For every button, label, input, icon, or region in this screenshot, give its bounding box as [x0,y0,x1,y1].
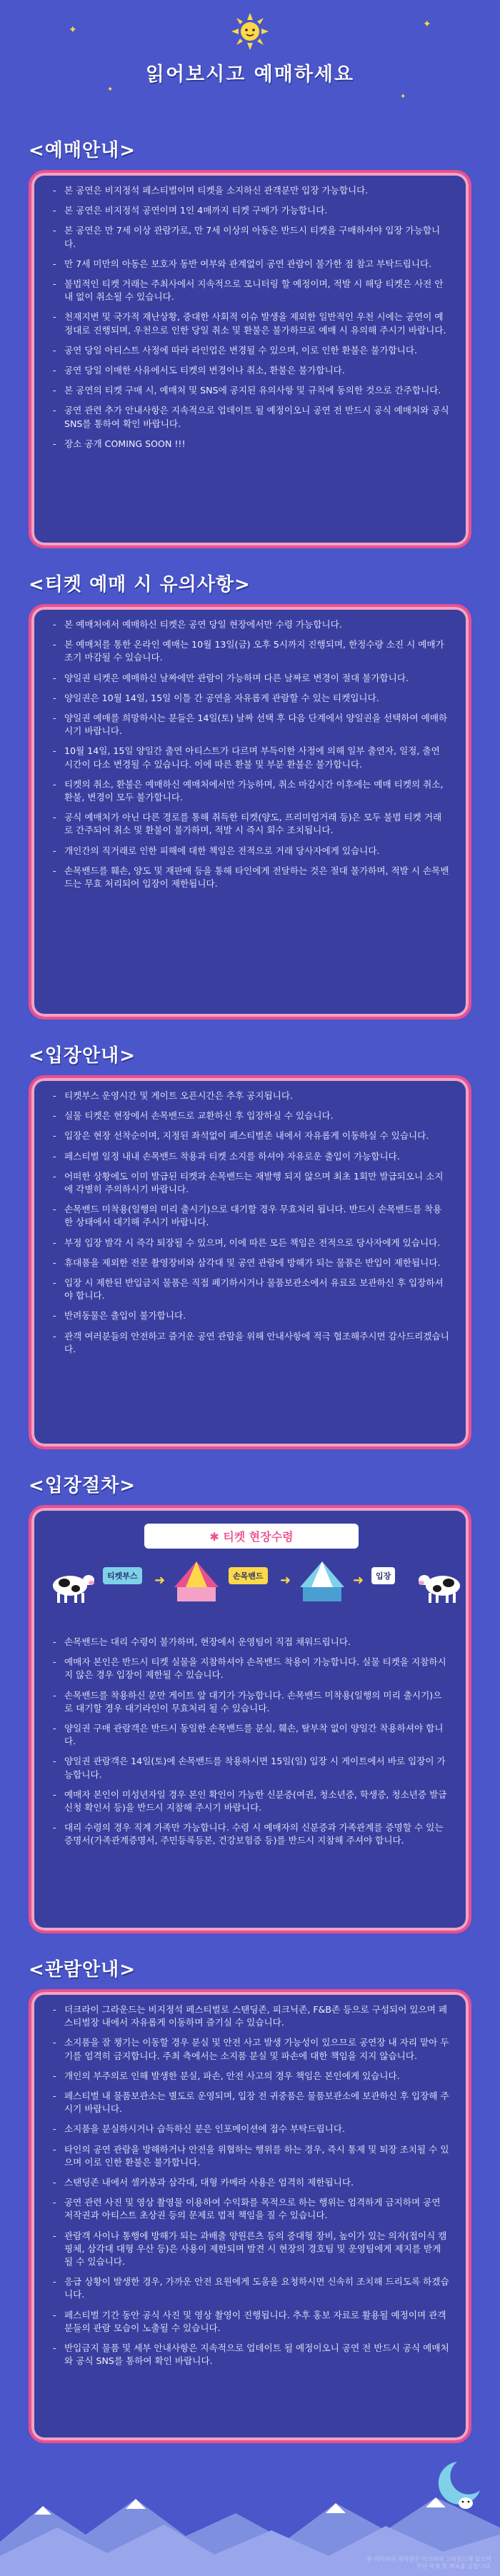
list-item: - 공연 당일 이매한 사유에서도 티켓의 변경이나 취소, 환불은 불가합니다. [53,364,450,377]
section-title-viewing: <관람안내> [29,1959,136,1981]
section-title-process: <입장절차> [29,1475,136,1496]
list-item: - 입장은 현장 선착순이며, 지정된 좌석없이 페스티벌존 내에서 자유롭게 이동하실 수 있습니다. [53,1129,450,1142]
list-item: - 본 공연의 티켓 구매 시, 예매처 및 SNS에 공지된 유의사항 및 규칙에 동의한 것으로 간주합니다. [53,384,450,397]
page-title: 읽어보시고 예매하세요 [145,64,355,86]
list-item: - 본 예매처에서 예매하신 티켓은 공연 당일 현장에서만 수령 가능합니다. [53,618,450,631]
ticket-info-list [53,184,450,451]
list-item: - 실물 티켓은 현장에서 손목밴드로 교환하신 후 입장하실 수 있습니다. [53,1110,450,1122]
sparkle-icon: ✦ [423,19,431,30]
list-item: - 손목밴드 미착용(일행의 미리 출시기)으로 대기할 경우 무효처리 됩니다. 반드시 손목밴드를 착용한 상태에서 대기해 주시기 바랍니다. [53,1203,450,1229]
list-item: - 10월 14일, 15일 양일간 출연 아티스트가 다르며 부득이한 사정에 의해 일부 출연자, 일정, 출연 시간이 다소 변경될 수 있습니다. 이에 따른 환불 및 부분 환불은 불가합니다. [53,745,450,770]
list-item: - 손목밴드를 착용하신 분만 게이트 앞 대기가 가능합니다. 손목밴드 미착용(일행의 미리 출시기)으로 대기할 경우 대기라인이 무효처리 될 수 있습니다. [53,1689,450,1715]
list-item: - 소지품을 잘 챙기는 이동할 경우 분실 및 안전 사고 발생 가능성이 있으므로 공연장 내 자리 맡아 두기를 엄격히 금지합니다. 주최 측에서는 소지품 분실 및 파손에 대한 책임을 지지 않습니다. [53,2036,450,2062]
section-title-ticket: <예매안내> [29,140,136,161]
entry-box [29,1075,471,1449]
list-item: - 응급 상황이 발생한 경우, 가까운 안전 요원에게 도움을 요청하시면 신속히 조치해 드리도록 하겠습니다. [53,2275,450,2301]
list-item: - 본 공연은 만 7세 이상 관람가로, 만 7세 이상의 아동은 반드시 티켓을 구매하셔야 입장 가능합니다. [53,224,450,250]
list-item: - 대리 수령의 경우 직계 가족만 가능합니다. 수령 시 예매자의 신분증과 가족관계를 증명할 수 있는 증명서(가족관계증명서, 주민등록등본, 건강보험증 등)를 반드시 지참해 주셔야 합니다. [53,1821,450,1847]
list-item: - 양일권 예매를 희망하시는 분들은 14일(토) 날짜 선택 후 다음 단계에서 양일권을 선택하여 예매하시기 바랍니다. [53,712,450,738]
list-item: - 어떠한 상황에도 이미 발급된 티켓과 손목밴드는 재발행 되지 않으며 최초 1회만 발급되오니 소지에 각별히 주의하시기 바랍니다. [53,1170,450,1196]
list-item: - 장소 공개 COMING SOON !!! [53,438,450,451]
sparkle-icon: ✦ [107,86,114,94]
list-item: - 타인의 공연 관람을 방해하거나 안전을 위협하는 행위를 하는 경우, 즉시 통제 및 퇴장 조치될 수 있으며 이로 인한 환불은 불가합니다. [53,2143,450,2169]
notice-box [29,604,471,1020]
list-item: - 입장 시 제한된 반입금지 물품은 직접 폐기하시거나 물품보관소에서 유료로 보관하신 후 입장하셔야 합니다. [53,1277,450,1302]
list-item: - 예매자 본인은 반드시 티켓 실물을 지참하셔야 손목밴드 착용이 가능합니다. 실물 티켓을 지참하시지 않은 경우 입장이 제한될 수 있습니다. [53,1656,450,1681]
ticket-info-box [29,170,471,548]
entry-list [53,1090,450,1356]
step-wristband: 손목밴드 [229,1567,268,1584]
viewing-list [53,2003,450,2368]
list-item: - 공연 관련 추가 안내사항은 지속적으로 업데이트 될 예정이오니 공연 전 반드시 공식 예매처와 공식 SNS를 통하여 확인 바랍니다. [53,404,450,430]
list-item: - 공연 관련 사진 및 영상 촬영물 이용하여 수익화를 목적으로 하는 행위는 엄격하게 금지하며 공연 저작권과 아티스트 초상권 등의 문제로 법적 책임을 질 수 있습니다. [53,2196,450,2222]
sparkle-icon: ✦ [400,93,406,101]
list-item: - 만 7세 미만의 아동은 보호자 동반 여부와 관계없이 공연 관람이 불가한 점 참고 부탁드립니다. [53,258,450,271]
list-item: - 페스티벌 기간 동안 공식 사진 및 영상 촬영이 진행됩니다. 추후 홍보 자료로 활용될 예정이며 관객분들의 관람 모습이 노출될 수 있습니다. [53,2309,450,2335]
list-item: - 공연 당일 아티스트 사정에 따라 라인업은 변경될 수 있으며, 이로 인한 환불은 불가합니다. [53,344,450,357]
copyright-notice [334,2556,491,2570]
list-item: - 본 공연은 비지정석 공연이며 1인 4매까지 티켓 구매가 가능합니다. [53,204,450,217]
list-item: - 천재지변 및 국가적 재난상황, 중대한 사회적 이슈 발생을 제외한 일반적인 우천 시에는 공연이 예정대로 진행되며, 우천으로 인한 당일 취소 및 환불은 불가하므로 예매 시 유의해 주시기 바랍니다. [53,311,450,336]
list-item: - 공식 예매처가 아닌 다른 경로를 통해 취득한 티켓(양도, 프리미엄거래 등)은 모두 불법 티켓 거래로 간주되어 취소 및 환불이 불가하며, 적발 시 즉시 회수 조치됩니다. [53,811,450,837]
arrow-right-icon: ➜ [280,1573,291,1588]
list-item: - 페스티벌 일정 내내 손목밴드 착용과 티켓 소지를 하셔야 자유로운 출입이 가능합니다. [53,1150,450,1163]
list-item: - 페스티벌 내 물품보관소는 별도로 운영되며, 입장 전 귀중품은 물품보관소에 보관하신 후 입장해 주시기 바랍니다. [53,2090,450,2115]
list-item: - 본 공연은 비지정석 페스티벌이며 티켓을 소지하신 관객분만 입장 가능합니다. [53,184,450,197]
process-banner: ✱ 티켓 현장수령 [144,1524,359,1549]
arrow-right-icon: ➜ [353,1573,364,1588]
list-item: - 예매자 본인이 미성년자일 경우 본인 확인이 가능한 신분증(여권, 청소년증, 학생증, 청소년증 발급 신청 확인서 등)을 반드시 지참해 주시기 바랍니다. [53,1788,450,1814]
list-item: - 본 예매처를 통한 온라인 예매는 10월 13일(금) 오후 5시까지 진행되며, 한정수량 소진 시 예매가 조기 마감될 수 있습니다. [53,638,450,664]
list-item: - 관람객 사이나 통행에 방해가 되는 과배출 양원른츠 등의 중대형 장비, 높이가 있는 의자(접이식 캠핑체, 삼각대 대형 우산 등)은 사용이 제한되며 발견 시 현장의 경호팀 및 운영팀에게 제지를 받게 될 수 있습니다. [53,2230,450,2269]
list-item: - 티켓부스 운영시간 및 게이트 오픈시간은 추후 공지됩니다. [53,1090,450,1102]
list-item: - 반입금지 물품 및 세부 안내사항은 지속적으로 업데이트 될 예정이오니 공연 전 반드시 공식 예매처와 공식 SNS를 통하여 확인 바랍니다. [53,2342,450,2368]
section-title-notice: <티켓 예매 시 유의사항> [29,574,251,595]
section-title-entry: <입장안내> [29,1045,136,1067]
cow-icon [417,1563,467,1606]
list-item: - 양일권 티켓은 예매하신 날짜에만 관람이 가능하며 다른 날짜로 변경이 절대 불가합니다. [53,672,450,685]
list-item: - 부정 입장 발각 시 즉각 퇴장될 수 있으며, 이에 따른 모든 책임은 전적으로 당사자에게 있습니다. [53,1237,450,1249]
list-item: - 반려동물은 출입이 불가합니다. [53,1309,450,1322]
list-item: - 양일권 구매 관람객은 반드시 동일한 손목밴드를 분실, 훼손, 탈부착 없이 양일간 착용하셔야 합니다. [53,1722,450,1748]
list-item: - 개인간의 직거래로 인한 피해에 대한 책임은 전적으로 거래 당사자에게 있습니다. [53,845,450,857]
list-item: - 손목밴드는 대리 수령이 불가하며, 현장에서 운영팀이 직접 채워드립니다. [53,1636,450,1649]
list-item: - 양일권 관람객은 14일(토)에 손목밴드를 착용하시면 15일(일) 입장 시 게이트에서 바로 입장이 가능합니다. [53,1755,450,1781]
notice-list [53,618,450,890]
copyright-line-2: 무단 복제 및 배포를 금합니다. [416,2563,491,2570]
sparkle-icon: ✦ [69,24,77,36]
process-list [53,1636,450,1848]
process-box [29,1505,471,1933]
list-item: - 손목밴드를 훼손, 양도 및 재판매 등을 통해 타인에게 전달하는 것은 절대 불가하며, 적발 시 손목밴드는 무효 처리되어 입장이 제한됩니다. [53,865,450,890]
list-item: - 더크라이 그라운드는 비지정석 페스티벌로 스탠딩존, 피크닉존, F&B존 등으로 구성되어 있으며 페스티벌장 내에서 자유롭게 이동하며 즐기실 수 있습니다. [53,2003,450,2029]
tent-icon [171,1559,221,1606]
viewing-box [29,1989,471,2443]
tent-icon [297,1559,347,1606]
copyright-line-1: 본 이미지의 저작권은 더크라이 그라운드에 있으며 [366,2556,491,2562]
list-item: - 관객 여러분들의 안전하고 즐거운 공연 관람을 위해 안내사항에 적극 협조해주시면 감사드리겠습니다. [53,1330,450,1356]
list-item: - 불법적인 티켓 거래는 주최사에서 지속적으로 모니터링 할 예정이며, 적발 시 해당 티켓은 사전 안내 없이 취소될 수 있습니다. [53,278,450,303]
process-flow [46,1559,457,1624]
list-item: - 양일권은 10월 14일, 15일 이틀 간 공연을 자유롭게 관람할 수 있는 티켓입니다. [53,692,450,705]
step-entry: 입장 [371,1567,395,1584]
process-banner-label: 티켓 현장수령 [223,1530,294,1544]
list-item: - 스탠딩존 내에서 셀카봉과 삼각대, 대형 카메라 사용은 엄격히 제한됩니다. [53,2176,450,2189]
list-item: - 휴대품을 제외한 전문 촬영장비와 삼각대 및 공연 관람에 방해가 되는 물품은 반입이 제한됩니다. [53,1257,450,1269]
list-item: - 티켓의 취소, 환불은 예매하신 예매처에서만 가능하며, 취소 마감시간 이후에는 예매 티켓의 취소, 환불, 변경이 모두 불가합니다. [53,778,450,804]
list-item: - 개인의 부주의로 인해 발생한 분실, 파손, 안전 사고의 경우 책임은 본인에게 있습니다. [53,2070,450,2083]
sun-icon [231,13,269,50]
arrow-right-icon: ➜ [154,1573,166,1588]
list-item: - 소지품을 분실하시거나 습득하신 분은 인포메이션에 접수 부탁드립니다. [53,2123,450,2135]
cow-icon [46,1563,96,1606]
step-ticket-booth: 티켓부스 [103,1567,142,1584]
